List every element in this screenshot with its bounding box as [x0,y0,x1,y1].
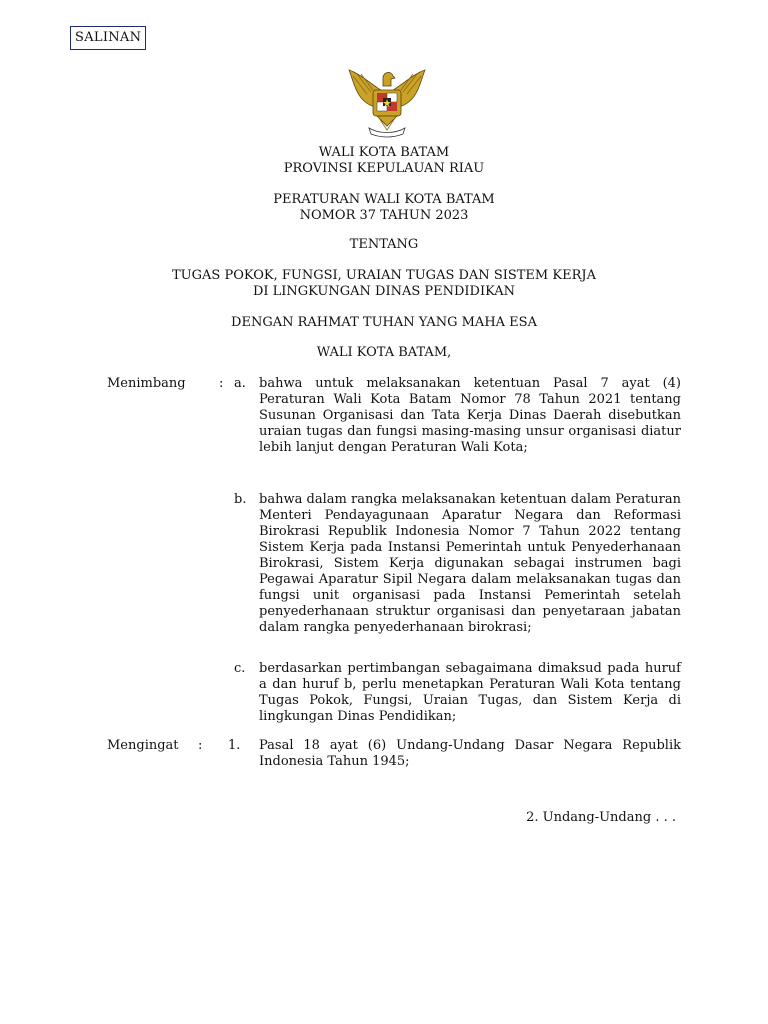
salinan-stamp: SALINAN [70,26,146,50]
regulation-line-1: PERATURAN WALI KOTA BATAM [273,192,495,207]
garuda-emblem-icon [343,64,431,140]
regulation-subject [0,268,768,300]
issuer-title [0,145,768,177]
regulation-title [0,192,768,224]
considering-colon: : [219,376,224,391]
blessing-line: DENGAN RAHMAT TUHAN YANG MAHA ESA [231,315,537,330]
regulation-line-2: NOMOR 37 TAHUN 2023 [299,208,469,223]
authority-line: WALI KOTA BATAM, [316,345,452,360]
considering-label: Menimbang [107,376,186,391]
issuer-line-2: PROVINSI KEPULAUAN RIAU [283,161,485,176]
considering-clause-b: bahwa dalam rangka melaksanakan ketentuan dalam Peraturan Menteri Pendayagunaan Aparatur Negara dan Reformasi Birokrasi Republik Indonesia Nomor 7 Tahun 2022 tentang Sistem Kerja pada Instansi Pemerintah untuk Penyederhanaan Birokrasi, Sistem Kerja digunakan sebagai instrumen bagi Pegawai Aparatur Sipil Negara dalam melaksanakan tugas dan fungsi unit organisasi pada Instansi Pemerintah setelah penyederhanaan struktur organisasi dan penyetaraan jabatan dalam rangka penyederhanaan birokrasi; [259,492,681,635]
issuer-line-1: WALI KOTA BATAM [318,145,450,160]
about-heading: TENTANG [349,237,419,252]
clause-marker-b: b. [234,492,247,507]
page-continuation: 2. Undang-Undang . . . [526,810,676,825]
clause-marker-c: c. [234,661,246,676]
considering-clause-a: bahwa untuk melaksanakan ketentuan Pasal 7 ayat (4) Peraturan Wali Kota Batam Nomor 78 Tahun 2021 tentang Susunan Organisasi dan Tata Kerja Dinas Daerah disebutkan uraian tugas dan fungsi masing-masing unsur organisasi diatur lebih lanjut dengan Peraturan Wali Kota; [259,376,681,455]
subject-line-1: TUGAS POKOK, FUNGSI, URAIAN TUGAS DAN SISTEM KERJA [172,268,596,283]
considering-clause-c: berdasarkan pertimbangan sebagaimana dimaksud pada huruf a dan huruf b, perlu menetapkan Peraturan Wali Kota tentang Tugas Pokok, Fungsi, Uraian Tugas, dan Sistem Kerja di lingkungan Dinas Pendidikan; [259,661,681,724]
recalling-item-1: Pasal 18 ayat (6) Undang-Undang Dasar Negara Republik Indonesia Tahun 1945; [259,738,681,769]
clause-marker-a: a. [234,376,246,391]
recalling-colon: : [198,738,203,753]
recalling-marker-1: 1. [228,738,241,753]
subject-line-2: DI LINGKUNGAN DINAS PENDIDIKAN [252,284,516,299]
recalling-label: Mengingat [107,738,179,753]
